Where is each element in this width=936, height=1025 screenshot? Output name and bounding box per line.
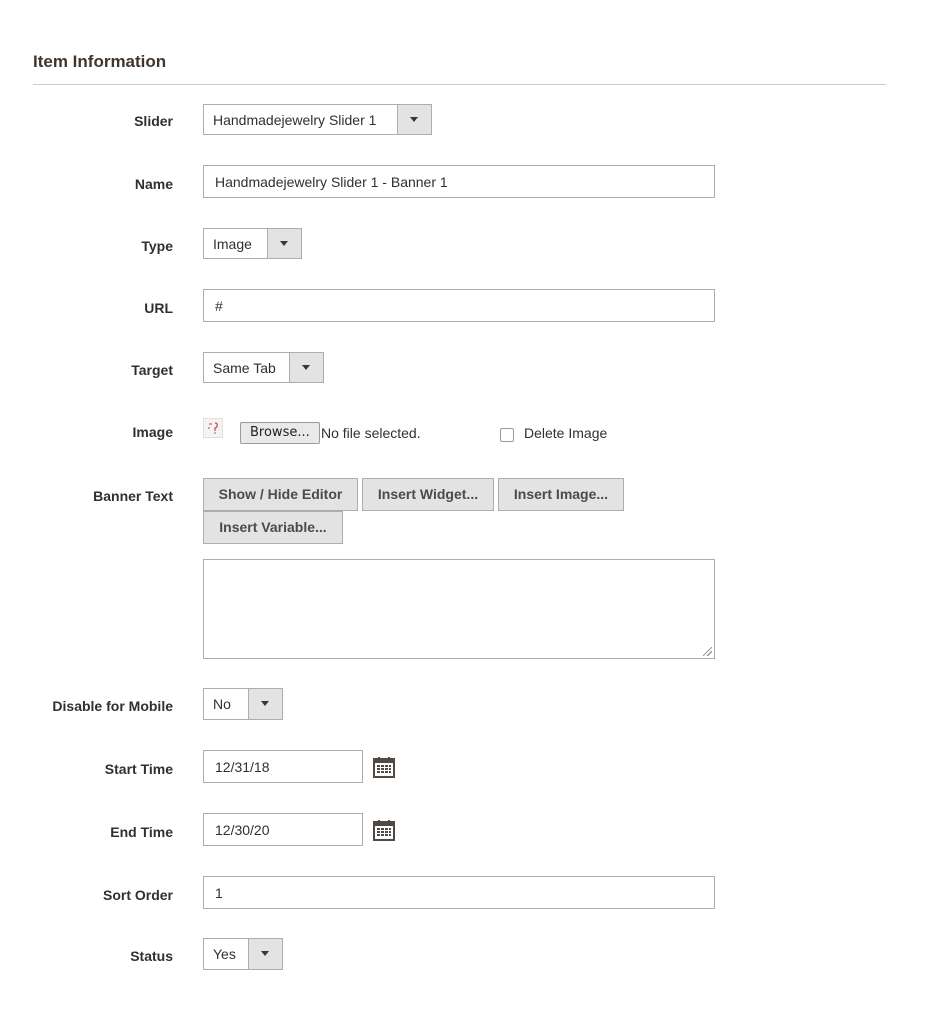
name-input[interactable] xyxy=(203,165,715,198)
field-sort-order xyxy=(0,876,936,909)
end-time-label: End Time xyxy=(110,824,173,840)
resize-grip-icon[interactable] xyxy=(703,647,712,656)
slider-select-value: Handmadejewelry Slider 1 xyxy=(213,112,377,128)
browse-button[interactable]: Browse... xyxy=(240,422,320,444)
status-select[interactable] xyxy=(203,938,283,970)
banner-text-textarea[interactable] xyxy=(203,559,715,659)
field-target xyxy=(0,352,936,383)
show-hide-editor-button[interactable]: Show / Hide Editor xyxy=(203,478,358,511)
target-select-toggle[interactable] xyxy=(289,353,323,382)
slider-select-toggle[interactable] xyxy=(397,105,431,134)
field-name xyxy=(0,165,936,198)
type-label: Type xyxy=(141,238,173,254)
chevron-down-icon xyxy=(261,951,269,956)
end-time-value: 12/30/20 xyxy=(215,822,270,838)
broken-image-icon xyxy=(203,418,223,438)
field-start-time xyxy=(0,750,936,783)
delete-image-checkbox[interactable] xyxy=(500,428,514,442)
field-banner-text xyxy=(0,478,936,660)
target-select[interactable] xyxy=(203,352,324,383)
disable-mobile-select[interactable] xyxy=(203,688,283,720)
chevron-down-icon xyxy=(410,117,418,122)
field-image xyxy=(0,416,936,446)
field-type xyxy=(0,228,936,259)
chevron-down-icon xyxy=(261,701,269,706)
type-select[interactable] xyxy=(203,228,302,259)
name-input-value: Handmadejewelry Slider 1 - Banner 1 xyxy=(215,174,448,190)
image-label: Image xyxy=(132,424,173,440)
disable-mobile-select-value: No xyxy=(213,696,231,712)
chevron-down-icon xyxy=(302,365,310,370)
section-title: Item Information xyxy=(33,52,167,71)
calendar-icon[interactable] xyxy=(373,756,395,778)
start-time-value: 12/31/18 xyxy=(215,759,270,775)
disable-mobile-select-toggle[interactable] xyxy=(248,689,282,719)
insert-image-button[interactable]: Insert Image... xyxy=(498,478,624,511)
type-select-value: Image xyxy=(213,236,252,252)
section-divider xyxy=(33,84,886,85)
field-status xyxy=(0,938,936,970)
banner-text-label: Banner Text xyxy=(93,488,173,504)
calendar-icon[interactable] xyxy=(373,819,395,841)
delete-image-label[interactable]: Delete Image xyxy=(524,425,608,441)
slider-select[interactable] xyxy=(203,104,432,135)
type-select-toggle[interactable] xyxy=(267,229,301,258)
end-time-input[interactable] xyxy=(203,813,363,846)
status-label: Status xyxy=(130,948,173,964)
url-input[interactable] xyxy=(203,289,715,322)
insert-widget-button[interactable]: Insert Widget... xyxy=(362,478,494,511)
status-select-value: Yes xyxy=(213,946,236,962)
name-label: Name xyxy=(134,176,173,192)
start-time-input[interactable] xyxy=(203,750,363,783)
insert-variable-button[interactable]: Insert Variable... xyxy=(203,511,343,544)
field-slider xyxy=(0,104,936,135)
slider-label: Slider xyxy=(134,113,173,129)
disable-mobile-label: Disable for Mobile xyxy=(52,698,173,714)
field-url xyxy=(0,289,936,322)
target-label: Target xyxy=(131,362,173,378)
sort-order-value: 1 xyxy=(215,885,223,901)
field-disable-mobile xyxy=(0,688,936,720)
status-select-toggle[interactable] xyxy=(248,939,282,969)
start-time-label: Start Time xyxy=(104,761,173,777)
chevron-down-icon xyxy=(280,241,288,246)
sort-order-label: Sort Order xyxy=(102,887,173,903)
field-end-time xyxy=(0,813,936,846)
url-input-value: # xyxy=(215,298,223,314)
sort-order-input[interactable] xyxy=(203,876,715,909)
url-label: URL xyxy=(144,300,173,316)
file-status: No file selected. xyxy=(321,425,421,441)
target-select-value: Same Tab xyxy=(213,360,276,376)
